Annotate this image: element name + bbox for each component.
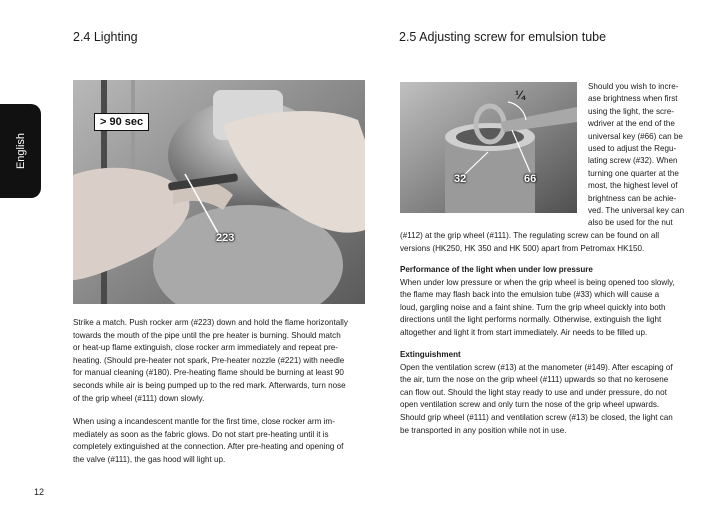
section-title-adjusting-screw: 2.5 Adjusting screw for emulsion tube [399, 30, 607, 44]
low-pressure-heading: Performance of the light when under low pressure [400, 265, 593, 274]
text-line: completely extinguished at the connection. After pre-heating and opening of [73, 442, 344, 452]
extinguishment-heading: Extinguishment [400, 350, 461, 359]
text-line: the flame may flash back into the emulsion tube (#33) which will cause a [400, 290, 660, 300]
text-line: open ventilation screw and only turn the nose of the grip wheel upwards. [400, 400, 660, 410]
adjusting-screw-text-continued [400, 230, 695, 255]
text-line: be transported in any position while not in use. [400, 425, 567, 435]
text-line: heating. (Should pre-heater not spark, Pre-heater nozzle (#221) with needle [73, 355, 345, 365]
lighting-instructions [73, 317, 365, 405]
text-line: also be used for the nut [588, 218, 673, 228]
duration-callout: > 90 sec [94, 113, 149, 131]
text-line: turning one quarter at the [588, 168, 679, 178]
text-line: altogether and light it from start immediately. Air needs to be filled up. [400, 327, 648, 337]
text-line: When under low pressure or when the grip wheel is being opened too slowly, [400, 277, 675, 287]
text-line: Should grip wheel (#111) and ventilation screw (#13) be closed, the light can [400, 412, 673, 422]
extinguishment-section [400, 349, 695, 437]
low-pressure-section [400, 264, 695, 340]
text-line: mediately as soon as the fabric glows. Do not start pre-heating until it is [73, 429, 329, 439]
text-line: universal key (#66) can be [588, 131, 683, 141]
section-title-lighting: 2.4 Lighting [73, 30, 138, 44]
part-label-223: 223 [216, 232, 235, 244]
quarter-turn-label: ¼ [515, 88, 526, 102]
text-line: Should you wish to incre- [588, 82, 679, 91]
page-number: 12 [34, 487, 45, 497]
text-line: ved. The universal key can [588, 206, 685, 216]
text-line: most, the highest level of [588, 181, 678, 191]
text-line: seconds while air is being pumped up to the red mark. Afterwards, turn nose [73, 380, 346, 390]
text-line: lating screw (#32). When [588, 156, 678, 166]
part-label-32: 32 [454, 173, 467, 185]
text-line: ase brightness when first [588, 94, 678, 104]
text-line: used to adjust the Regu- [588, 144, 677, 154]
text-line: wdriver at the end of the [588, 119, 675, 129]
text-line: When using a incandescent mantle for the first time, close rocker arm im- [73, 417, 335, 426]
text-line: the valve (#111), the gas hood will light up. [73, 454, 226, 464]
part-label-66: 66 [524, 173, 537, 185]
text-line: for manual cleaning (#180). Pre-heating flame should be burning at least 90 [73, 368, 344, 378]
text-line: directions until the light performs normally. Otherwise, extinguish the light [400, 315, 662, 325]
text-line: can flow out. Should the light stay ready to use and under pressure, do not [400, 387, 667, 397]
text-line: (#112) at the grip wheel (#111). The regulating screw can be found on all [400, 231, 660, 240]
lighting-photo [73, 80, 365, 304]
adjusting-screw-illustration [400, 82, 577, 213]
text-line: the air, turn the nose on the grip wheel (#111) upwards so that no kerosene [400, 375, 669, 385]
text-line: of the grip wheel (#111) down slowly. [73, 393, 205, 403]
text-line: loud, gargling noise and a faint shine. Turn the grip wheel quickly into both [400, 302, 666, 312]
text-line: using the light, the scre- [588, 106, 674, 116]
mantle-instructions [73, 416, 365, 466]
text-line: or heat-up flame extinguish, close rocker arm immediately and repeat pre- [73, 343, 338, 353]
adjusting-screw-photo [400, 82, 577, 213]
language-tab [0, 104, 41, 198]
text-line: Open the ventilation screw (#13) at the manometer (#149). After escaping of [400, 362, 673, 372]
text-line: Strike a match. Push rocker arm (#223) down and hold the flame horizontally [73, 318, 348, 327]
text-line: brightness can be achie- [588, 193, 677, 203]
adjusting-screw-text [588, 81, 694, 230]
text-line: versions (HK250, HK 350 and HK 500) apart from Petromax HK150. [400, 243, 645, 253]
language-tab-label: English [14, 132, 27, 170]
text-line: towards the mouth of the pipe until the pre heater is burning. Should match [73, 330, 341, 340]
